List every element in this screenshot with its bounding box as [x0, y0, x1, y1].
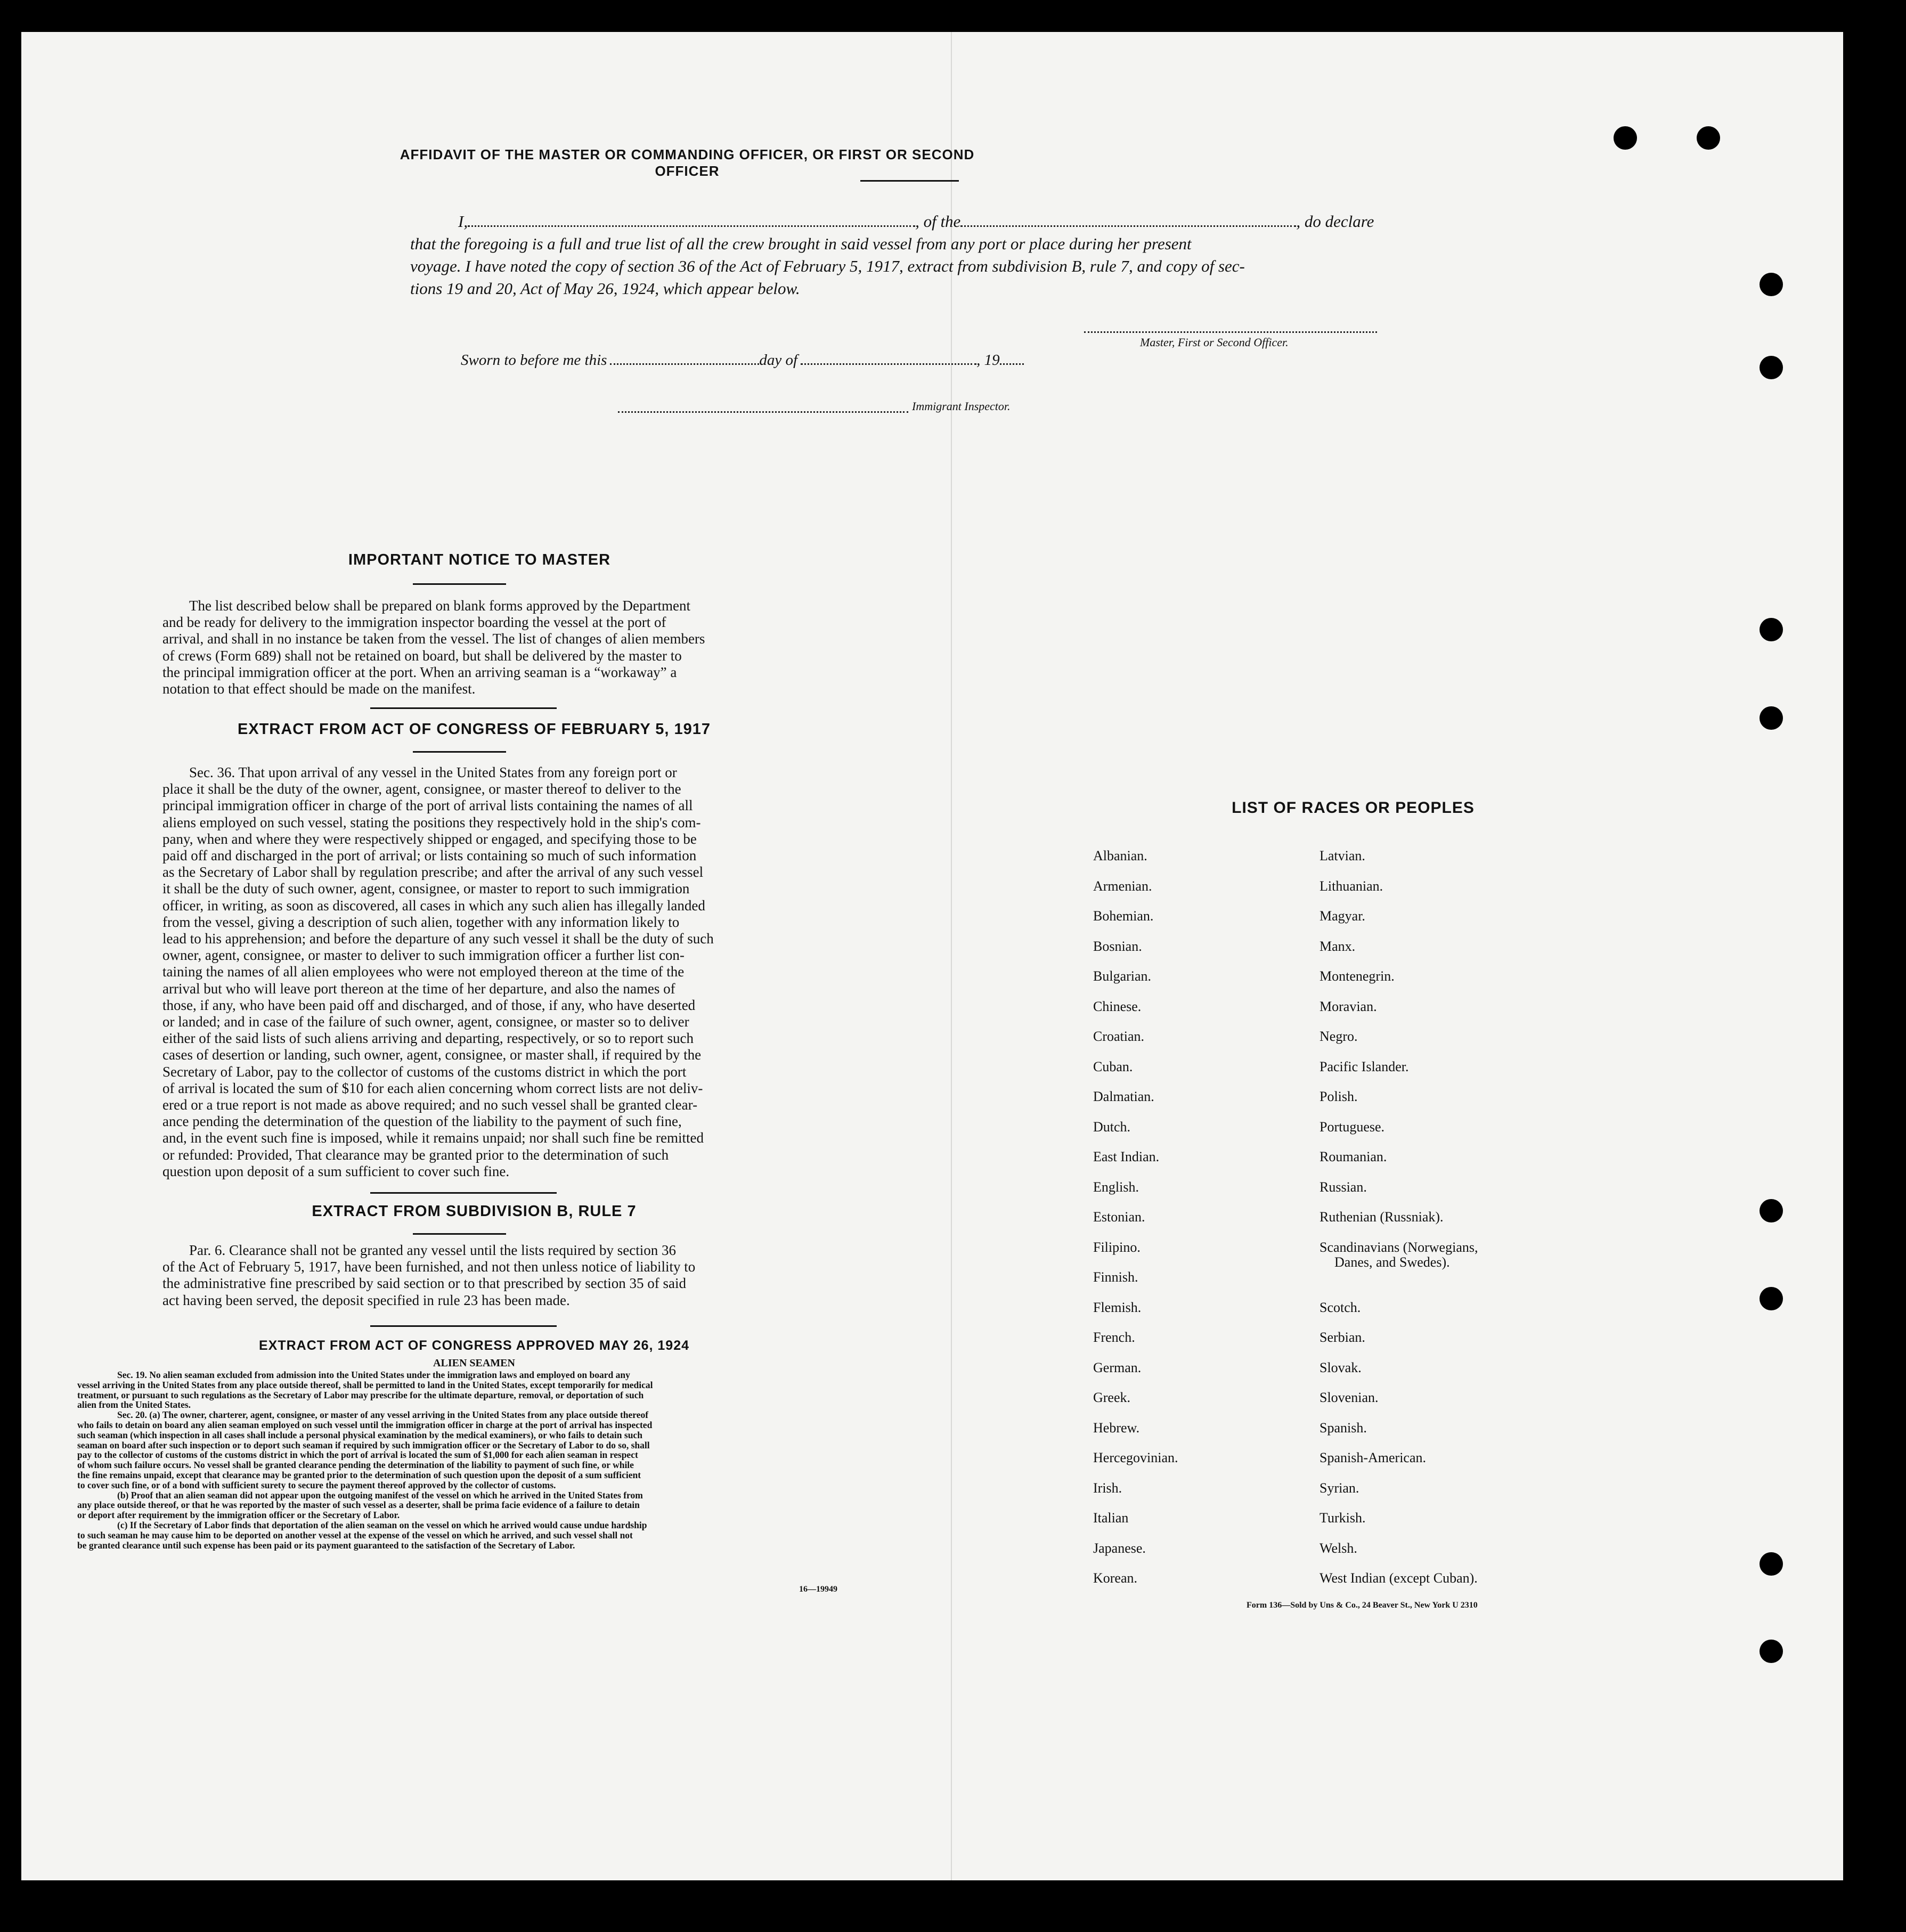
- race-item: Slovak.: [1319, 1359, 1362, 1375]
- punch-hole: [1760, 618, 1783, 641]
- race-item: Serbian.: [1319, 1330, 1365, 1345]
- affidavit-title: AFFIDAVIT OF THE MASTER OR COMMANDING OFFICER, OR FIRST OR SECOND OFFICER: [400, 146, 975, 179]
- race-item: Danes, and Swedes).: [1334, 1254, 1450, 1270]
- race-item: Spanish-American.: [1319, 1450, 1427, 1465]
- race-item: Turkish.: [1319, 1510, 1366, 1526]
- extract-line: of the Act of February 5, 1917, have been furnished, and not then unless notice of liability to: [162, 1259, 696, 1275]
- race-item: German.: [1093, 1359, 1142, 1375]
- punch-hole: [1760, 706, 1783, 730]
- extract-1924-text: [77, 1370, 881, 1550]
- punch-hole: [1760, 1287, 1783, 1310]
- extract-1924-subtitle: ALIEN SEAMEN: [433, 1357, 515, 1369]
- race-item: Estonian.: [1093, 1209, 1145, 1225]
- race-item: Polish.: [1319, 1089, 1358, 1104]
- race-item: Slovenian.: [1319, 1390, 1379, 1405]
- affidavit-body: [410, 210, 1433, 300]
- punch-hole: [1760, 1640, 1783, 1663]
- extract-line: cases of desertion or landing, such owner, agent, consignee, or master shall, if required by the: [162, 1047, 702, 1063]
- punch-hole: [1760, 1199, 1783, 1222]
- extract-rule7-title: EXTRACT FROM SUBDIVISION B, RULE 7: [312, 1203, 637, 1220]
- race-item: Hebrew.: [1093, 1420, 1140, 1436]
- affidavit-line-4: tions 19 and 20, Act of May 26, 1924, which appear below.: [410, 279, 800, 298]
- race-item: Albanian.: [1093, 848, 1147, 863]
- race-item: Portuguese.: [1319, 1119, 1385, 1135]
- extract-line: Secretary of Labor, pay to the collector of customs of the customs district in which the port: [162, 1063, 687, 1080]
- document-page: [21, 32, 1843, 1880]
- race-item: Montenegrin.: [1319, 968, 1395, 984]
- master-signature-label: Master, First or Second Officer.: [1140, 336, 1289, 349]
- notice-line: the principal immigration officer at the port. When an arriving seaman is a “workaway” a: [162, 664, 677, 680]
- race-item: Finnish.: [1093, 1269, 1138, 1285]
- title-rule: [860, 180, 959, 182]
- extract-line: those, if any, who have been paid off and discharged, and of those, if any, who have deserted: [162, 997, 696, 1013]
- extract-line: of whom such failure occurs. No vessel shall be granted clearance pending the determination of the liability to payment of such fine, or while: [77, 1460, 634, 1471]
- notice-line: The list described below shall be prepared on blank forms approved by the Department: [189, 598, 690, 614]
- extract-line: act having been served, the deposit specified in rule 23 has been made.: [162, 1292, 570, 1308]
- race-item: Roumanian.: [1319, 1149, 1387, 1164]
- extract-line: or refunded: Provided, That clearance may be granted prior to the determination of such: [162, 1146, 669, 1163]
- extract-line: alien from the United States.: [77, 1399, 191, 1411]
- extract-line: Sec. 20. (a) The owner, charterer, agent, consignee, or master of any vessel arriving in the United States from any place outside thereof: [117, 1409, 649, 1421]
- race-item: Japanese.: [1093, 1540, 1146, 1556]
- punch-hole: [1760, 273, 1783, 296]
- extract-line: arrival but who will leave port thereon at the time of her departure, and also the names of: [162, 980, 675, 997]
- punch-hole: [1760, 1552, 1783, 1576]
- notice-line: arrival, and shall in no instance be taken from the vessel. The list of changes of alien members: [162, 631, 705, 647]
- sworn-line: [461, 352, 1024, 369]
- race-item: Russian.: [1319, 1179, 1367, 1195]
- form-code: 16—19949: [799, 1585, 837, 1594]
- race-item: English.: [1093, 1179, 1139, 1195]
- race-item: Scandinavians (Norwegians,: [1319, 1239, 1478, 1255]
- year-blank[interactable]: [1000, 363, 1024, 365]
- name-blank[interactable]: [468, 225, 915, 227]
- race-item: Dutch.: [1093, 1119, 1131, 1135]
- race-item: Scotch.: [1319, 1299, 1361, 1315]
- race-item: Korean.: [1093, 1570, 1138, 1586]
- race-item: Welsh.: [1319, 1540, 1357, 1556]
- race-item: Bulgarian.: [1093, 968, 1152, 984]
- month-blank[interactable]: [801, 363, 976, 365]
- page-fold: [951, 32, 952, 1880]
- extract-line: taining the names of all alien employees who were not employed thereon at the time of the: [162, 964, 685, 980]
- extract-line: Sec. 36. That upon arrival of any vessel in the United States from any foreign port or: [189, 764, 677, 780]
- race-item: Lithuanian.: [1319, 878, 1383, 894]
- section-rule: [370, 1325, 557, 1327]
- extract-line: be granted clearance until such expense has been paid or its payment guaranteed to the satisfaction of the Secretary of Labor.: [77, 1539, 575, 1551]
- race-item: Ruthenian (Russniak).: [1319, 1209, 1444, 1225]
- extract-1917-text: [162, 764, 789, 1180]
- race-item: Greek.: [1093, 1390, 1131, 1405]
- extract-line: it shall be the duty of such owner, agent, consignee, or master to report to such immigration: [162, 881, 690, 897]
- extract-line: to cover such fine, or of a bond with sufficient surety to secure the payment thereof approved by the collector of customs.: [77, 1479, 556, 1490]
- extract-line: any place outside thereof, or that he was reported by the master of such vessel as a deserter, shall be prima facie evidence of a failure to detain: [77, 1499, 640, 1511]
- extract-line: (c) If the Secretary of Labor finds that deportation of the alien seaman on the vessel on which he arrived would cause undue hardship: [117, 1519, 647, 1530]
- race-item: Moravian.: [1319, 998, 1377, 1014]
- punch-hole: [1760, 356, 1783, 379]
- race-item: Bohemian.: [1093, 908, 1154, 924]
- extract-line: seaman on board after such inspection or to deport such seaman if required by such immigration officer or the Secretary of Labor to do so, shall: [77, 1439, 650, 1450]
- notice-rule: [413, 583, 506, 585]
- extract-rule7-text: [162, 1242, 789, 1309]
- sworn-label: Sworn to before me this: [461, 352, 607, 369]
- extract-line: ered or a true report is not made as above required; and no such vessel shall be granted clear-: [162, 1097, 698, 1113]
- punch-hole: [1697, 126, 1720, 150]
- race-item: Cuban.: [1093, 1058, 1133, 1074]
- extract-line: officer, in writing, as soon as discovered, all cases in which any such alien has illegally landed: [162, 897, 705, 914]
- of-the-label: , of the: [915, 212, 961, 231]
- affidavit-line-1: [410, 210, 1433, 233]
- extract-line: of arrival is located the sum of $10 for each alien concerning whom correct lists are not deliv-: [162, 1080, 703, 1096]
- section-rule: [370, 1192, 557, 1194]
- extract-line: the fine remains unpaid, except that clearance may be granted prior to the determination of such question upon the deposit of a sum sufficient: [77, 1469, 641, 1480]
- notice-line: of crews (Form 689) shall not be retained on board, but shall be delivered by the master to: [162, 647, 682, 664]
- inspector-signature-label: Immigrant Inspector.: [912, 400, 1011, 413]
- affidavit-line-3: voyage. I have noted the copy of section 36 of the Act of February 5, 1917, extract from subdivision B, rule 7, and copy of sec-: [410, 257, 1245, 275]
- day-of-label: day of: [759, 352, 798, 369]
- race-item: West Indian (except Cuban).: [1319, 1570, 1478, 1586]
- extract-line: either of the said lists of such aliens arriving and departing, respectively, or so to report such: [162, 1030, 694, 1047]
- race-item: Latvian.: [1319, 848, 1365, 863]
- extract-line: who fails to detain on board any alien seaman employed on such vessel until the immigration officer in charge at the port of arrival has inspected: [77, 1419, 653, 1430]
- punch-hole: [1614, 126, 1637, 150]
- extract-1924-title: EXTRACT FROM ACT OF CONGRESS APPROVED MAY 26, 1924: [258, 1338, 690, 1353]
- notice-line: and be ready for delivery to the immigration inspector boarding the vessel at the port of: [162, 614, 666, 631]
- extract-line: as the Secretary of Labor shall by regulation prescribe; and after the arrival of any such vessel: [162, 864, 704, 881]
- race-item: Irish.: [1093, 1480, 1122, 1496]
- extract-line: or landed; and in case of the failure of such owner, agent, consignee, or master so to deliver: [162, 1014, 689, 1030]
- extract-line: to such seaman he may cause him to be deported on another vessel at the expense of the vessel on which he arrived, and such vessel shall not: [77, 1529, 633, 1540]
- race-item: East Indian.: [1093, 1149, 1160, 1164]
- extract-line: Par. 6. Clearance shall not be granted any vessel until the lists required by section 36: [189, 1242, 677, 1258]
- race-item: Syrian.: [1319, 1480, 1359, 1496]
- extract-line: (b) Proof that an alien seaman did not appear upon the outgoing manifest of the vessel on which he arrived in the United States from: [117, 1489, 643, 1501]
- extract-line: ance pending the determination of the question of the liability to the payment of such fine,: [162, 1113, 682, 1130]
- race-item: Croatian.: [1093, 1029, 1145, 1044]
- master-signature-line[interactable]: [1084, 331, 1377, 333]
- race-item: Dalmatian.: [1093, 1089, 1154, 1104]
- extract-line: from the vessel, giving a description of such alien, together with any information likely to: [162, 914, 680, 930]
- extract-line: question upon deposit of a sum sufficient to cover such fine.: [162, 1163, 510, 1179]
- extract-line: the administrative fine prescribed by said section or to that prescribed by section 35 of said: [162, 1275, 686, 1292]
- race-item: Negro.: [1319, 1029, 1358, 1044]
- extract-line: aliens employed on such vessel, stating the positions they respectively hold in the ship's com-: [162, 814, 701, 830]
- notice-text: [162, 598, 789, 697]
- extract-line: such seaman (which inspection in all cases shall include a personal physical examination by the medical examiners), or who fails to detain such: [77, 1429, 642, 1440]
- day-blank[interactable]: [610, 363, 759, 365]
- race-item: Bosnian.: [1093, 938, 1142, 954]
- do-declare-label: , do declare: [1296, 212, 1374, 231]
- extract-line: or deport after requirement by the immigration officer or the Secretary of Labor.: [77, 1510, 400, 1521]
- extract-line: vessel arriving in the United States from any place outside thereof, shall be permitted to land in the United States, except temporarily for medical: [77, 1379, 653, 1390]
- extract-line: owner, agent, consignee, or master to deliver to such immigration officer a further list con-: [162, 947, 685, 964]
- year-label: , 19: [976, 352, 1000, 369]
- form-footer: Form 136—Sold by Uns & Co., 24 Beaver St., New York U 2310: [1247, 1601, 1478, 1610]
- race-item: Pacific Islander.: [1319, 1058, 1409, 1074]
- race-item: Italian: [1093, 1510, 1129, 1526]
- race-item: Flemish.: [1093, 1299, 1142, 1315]
- affidavit-line-2: that the foregoing is a full and true list of all the crew brought in said vessel from any port or place during her present: [410, 234, 1192, 253]
- extract-line: pany, when and where they were respectively shipped or engaged, and specifying those to be: [162, 830, 697, 847]
- extract-line: paid off and discharged in the port of arrival; or lists containing so much of such information: [162, 847, 697, 864]
- race-item: Hercegovinian.: [1093, 1450, 1178, 1465]
- section-rule: [370, 707, 557, 709]
- extract-line: principal immigration officer in charge of the port of arrival lists containing the names of all: [162, 797, 693, 814]
- race-item: French.: [1093, 1330, 1135, 1345]
- race-item: Magyar.: [1319, 908, 1365, 924]
- section-rule: [413, 751, 506, 753]
- race-item: Spanish.: [1319, 1420, 1367, 1436]
- section-rule: [413, 1233, 506, 1235]
- race-item: Chinese.: [1093, 998, 1142, 1014]
- i-label: I,: [458, 212, 468, 231]
- race-item: Manx.: [1319, 938, 1356, 954]
- extract-line: Sec. 19. No alien seaman excluded from admission into the United States under the immigration laws and employed on board any: [117, 1369, 630, 1380]
- notice-line: notation to that effect should be made on the manifest.: [162, 681, 476, 697]
- race-item: Filipino.: [1093, 1239, 1141, 1255]
- extract-1917-title: EXTRACT FROM ACT OF CONGRESS OF FEBRUARY 5, 1917: [237, 721, 711, 738]
- inspector-signature-line[interactable]: [618, 411, 908, 413]
- extract-line: place it shall be the duty of the owner, agent, consignee, or master thereof to deliver to the: [162, 781, 681, 797]
- race-item: Armenian.: [1093, 878, 1152, 894]
- vessel-blank[interactable]: [960, 225, 1296, 227]
- extract-line: and, in the event such fine is imposed, while it remains unpaid; nor shall such fine be remitted: [162, 1130, 704, 1146]
- extract-line: pay to the collector of customs of the customs district in which the port of arrival is located the sum of $1,000 for each alien seaman in respect: [77, 1449, 638, 1461]
- extract-line: treatment, or pursuant to such regulations as the Secretary of Labor may prescribe for the ultimate departure, removal, or deportation of such: [77, 1389, 644, 1400]
- races-title: LIST OF RACES OR PEOPLES: [1232, 799, 1475, 817]
- extract-line: lead to his apprehension; and before the departure of any such vessel it shall be the duty of such: [162, 931, 714, 947]
- notice-title: IMPORTANT NOTICE TO MASTER: [348, 551, 611, 568]
